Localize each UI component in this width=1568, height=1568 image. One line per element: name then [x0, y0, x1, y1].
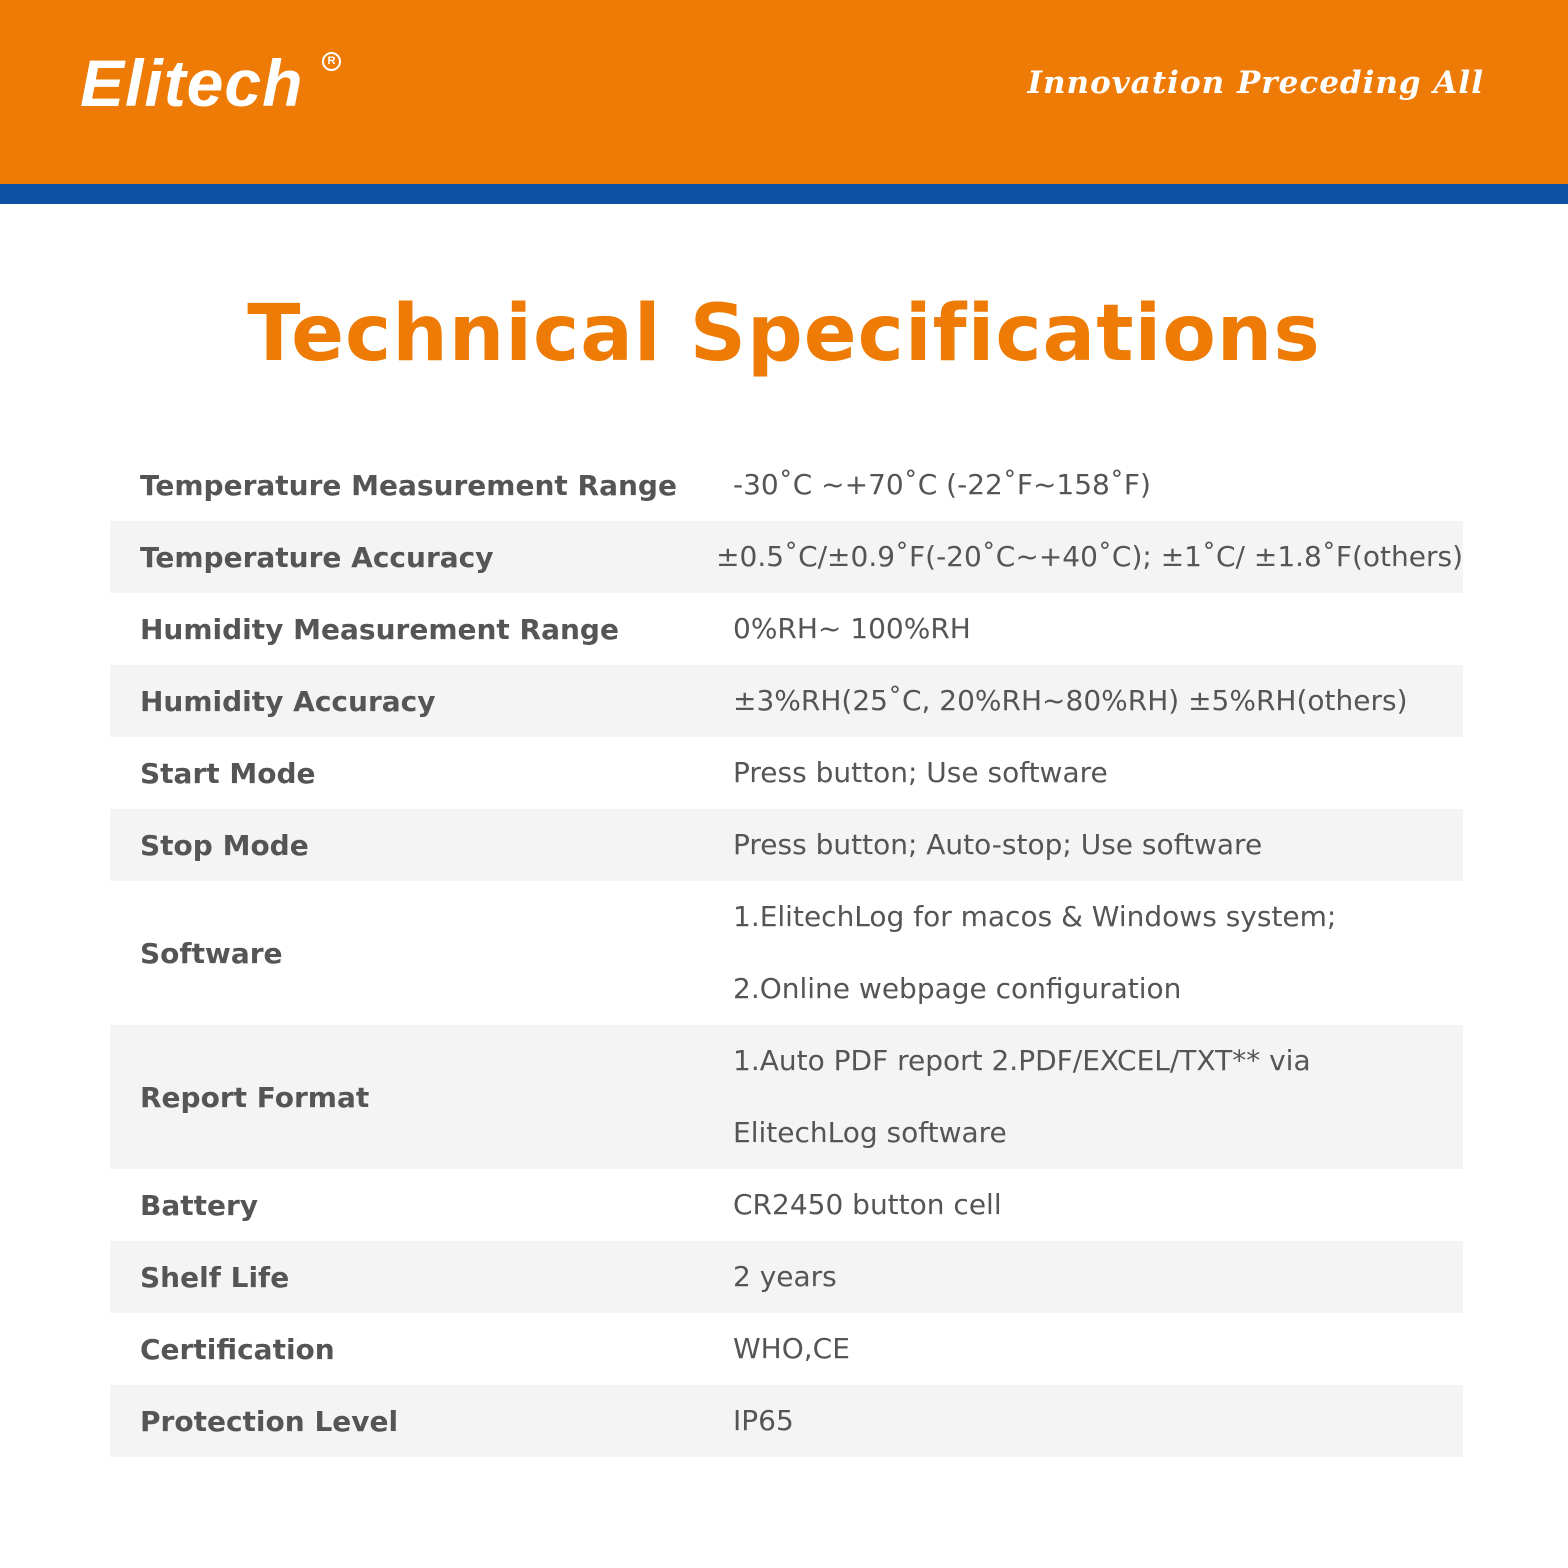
spec-value	[733, 737, 1463, 809]
spec-value-line: -30˚C ~+70˚C (-22˚F~158˚F)	[733, 468, 1151, 501]
header-banner	[0, 0, 1568, 184]
spec-row	[110, 1313, 1463, 1385]
spec-label: Temperature Measurement Range	[140, 468, 677, 502]
spec-value	[733, 665, 1463, 737]
spec-row	[110, 737, 1463, 809]
spec-value-line: ±0.5˚C/±0.9˚F(-20˚C~+40˚C); ±1˚C/ ±1.8˚F(others)	[716, 540, 1463, 573]
spec-value	[733, 1169, 1463, 1241]
registered-mark: R	[322, 52, 341, 71]
spec-value-line: 1.ElitechLog for macos & Windows system;	[733, 900, 1337, 933]
spec-row	[110, 449, 1463, 521]
spec-row	[110, 881, 1463, 1025]
spec-label: Battery	[140, 1188, 259, 1222]
spec-value-line: IP65	[733, 1404, 794, 1437]
spec-value	[733, 1313, 1463, 1385]
spec-label: Humidity Measurement Range	[140, 612, 619, 646]
spec-label: Start Mode	[140, 756, 316, 790]
spec-value-line: WHO,CE	[733, 1332, 850, 1365]
spec-value	[733, 1385, 1463, 1457]
spec-label: Humidity Accuracy	[140, 684, 436, 718]
spec-row	[110, 1169, 1463, 1241]
spec-value	[733, 881, 1463, 1025]
spec-value-line: 2 years	[733, 1260, 837, 1293]
spec-value-line: ±3%RH(25˚C, 20%RH~80%RH) ±5%RH(others)	[733, 684, 1408, 717]
spec-value	[733, 1025, 1463, 1169]
spec-table	[110, 449, 1463, 1457]
spec-value-line: 2.Online webpage configuration	[733, 972, 1182, 1005]
page-title: Technical Specifications	[247, 289, 1321, 379]
spec-value	[716, 521, 1463, 593]
header-stripe	[0, 184, 1568, 204]
spec-row	[110, 521, 1463, 593]
spec-value-line: ElitechLog software	[733, 1116, 1007, 1149]
brand-slogan: Innovation Preceding All	[1027, 65, 1484, 101]
spec-value-line: Press button; Use software	[733, 756, 1108, 789]
brand-logo: Elitech	[80, 46, 304, 120]
spec-label: Shelf Life	[140, 1260, 290, 1294]
spec-value-line: 0%RH~ 100%RH	[733, 612, 971, 645]
spec-row	[110, 593, 1463, 665]
spec-value-line: 1.Auto PDF report 2.PDF/EXCEL/TXT** via	[733, 1044, 1311, 1077]
spec-label: Temperature Accuracy	[140, 540, 494, 574]
spec-value-line: CR2450 button cell	[733, 1188, 1002, 1221]
spec-label: Report Format	[140, 1080, 370, 1114]
spec-value-line: Press button; Auto-stop; Use software	[733, 828, 1263, 861]
spec-label: Stop Mode	[140, 828, 309, 862]
spec-row	[110, 809, 1463, 881]
spec-label: Software	[140, 936, 283, 970]
spec-row	[110, 1241, 1463, 1313]
spec-label: Protection Level	[140, 1404, 399, 1438]
spec-value	[733, 809, 1463, 881]
spec-row	[110, 1385, 1463, 1457]
spec-value	[733, 1241, 1463, 1313]
spec-value	[733, 449, 1463, 521]
spec-row	[110, 665, 1463, 737]
spec-row	[110, 1025, 1463, 1169]
spec-value	[733, 593, 1463, 665]
spec-label: Certification	[140, 1332, 335, 1366]
